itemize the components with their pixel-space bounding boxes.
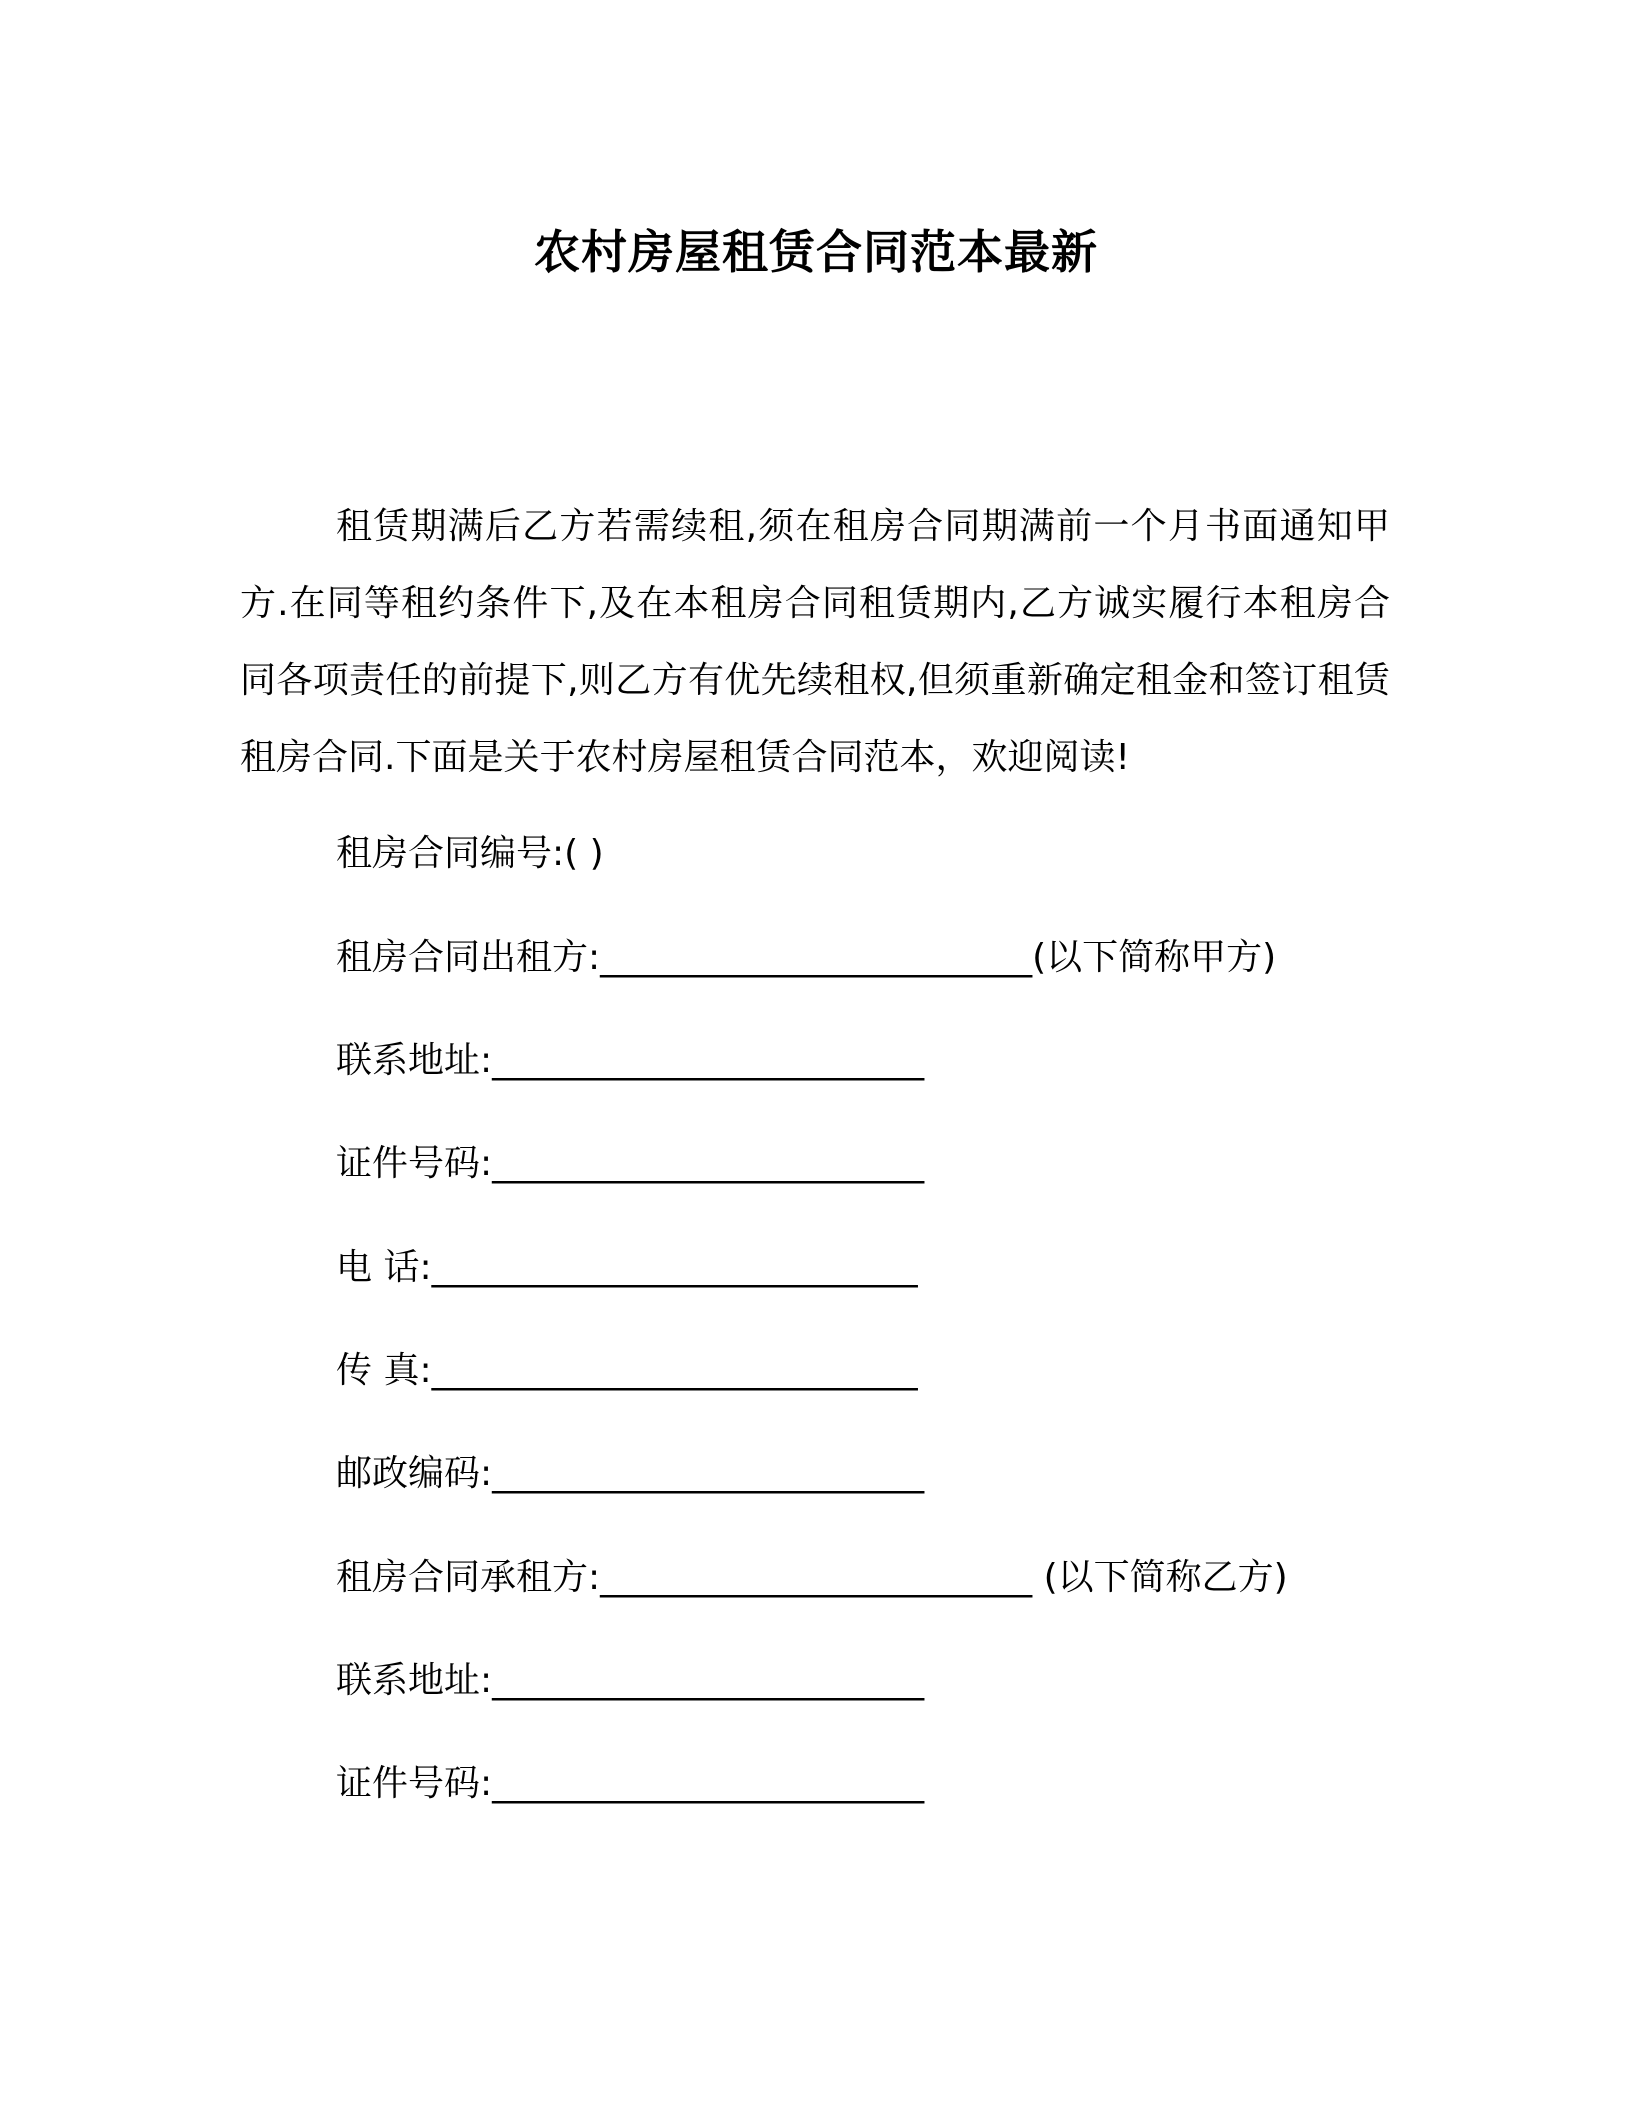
field-blank: ___________________________: [431, 1350, 918, 1391]
field-fax: [336, 1343, 1436, 1399]
field-lessor-id-number: [336, 1136, 1436, 1192]
field-blank: ________________________: [600, 937, 1033, 978]
field-blank: ________________________: [492, 1660, 925, 1701]
field-suffix: (以下简称乙方): [1032, 1557, 1288, 1598]
field-phone: [336, 1240, 1436, 1296]
field-contract-number: [336, 826, 1436, 882]
field-lessor-address: [336, 1033, 1436, 1089]
field-label: 邮政编码:: [336, 1453, 493, 1494]
field-label: 租房合同承租方:: [336, 1557, 601, 1598]
field-label: 联系地址:: [336, 1040, 493, 1081]
field-suffix: (以下简称甲方): [1032, 937, 1277, 978]
field-label: 租房合同编号:( ): [336, 833, 604, 874]
field-label: 电 话:: [336, 1247, 432, 1288]
field-label: 证件号码:: [336, 1143, 493, 1184]
field-lessee-id-number: [336, 1756, 1436, 1812]
field-label: 联系地址:: [336, 1660, 493, 1701]
field-label: 租房合同出租方:: [336, 937, 601, 978]
field-lessor: [336, 930, 1436, 986]
field-label: 传 真:: [336, 1350, 432, 1391]
field-postal-code: [336, 1446, 1436, 1502]
document-title: 农村房屋租赁合同范本最新: [534, 225, 1098, 279]
field-blank: ________________________: [600, 1557, 1033, 1598]
intro-paragraph: 租赁期满后乙方若需续租,须在租房合同期满前一个月书面通知甲方.在同等租约条件下,及在本租房合同租赁期内,乙方诚实履行本租房合同各项责任的前提下,则乙方有优先续租权,但须重新确定租金和签订租赁租房合同.下面是关于农村房屋租赁合同范本，欢迎阅读!: [240, 506, 1390, 778]
field-label: 证件号码:: [336, 1763, 493, 1804]
field-lessee-address: [336, 1653, 1436, 1709]
field-blank: ________________________: [492, 1453, 925, 1494]
field-blank: ________________________: [492, 1143, 925, 1184]
field-blank: ___________________________: [431, 1247, 918, 1288]
field-blank: ________________________: [492, 1040, 925, 1081]
field-blank: ________________________: [492, 1763, 925, 1804]
field-lessee: [336, 1550, 1436, 1606]
